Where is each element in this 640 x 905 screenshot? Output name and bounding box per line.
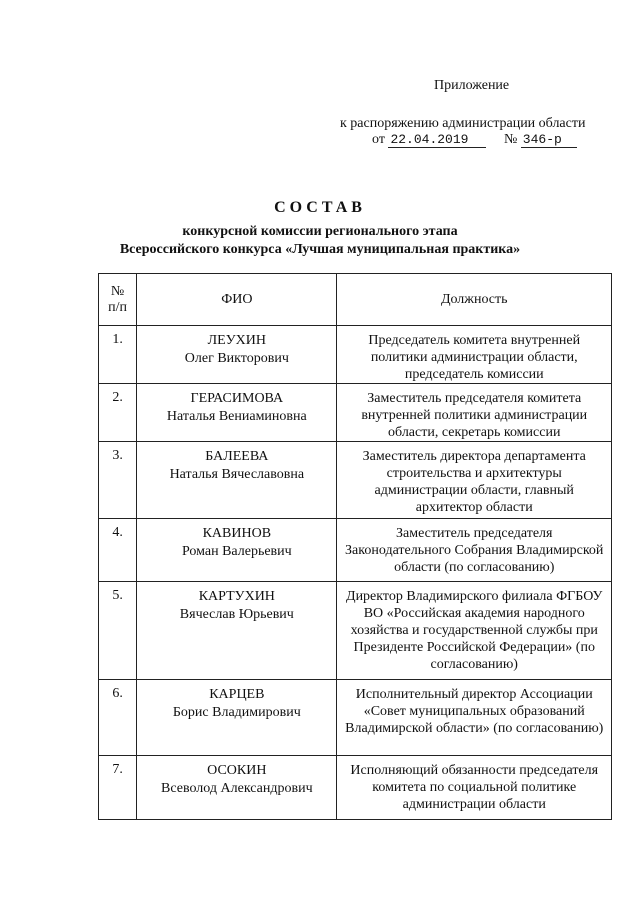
table-header-row: [99, 274, 612, 326]
member-name: Наталья Вячеславовна: [169, 467, 305, 482]
row-number: 4.: [99, 519, 137, 582]
subtitle-line-2: Всероссийского конкурса «Лучшая муниципальная практика»: [119, 242, 521, 257]
document-title: СОСТАВ: [274, 199, 366, 216]
member-name: Наталья Вениаминовна: [166, 409, 307, 424]
appendix-label: Приложение: [434, 78, 510, 93]
member-fio: [137, 326, 337, 384]
table-row: [99, 384, 612, 442]
member-position: Исполняющий обязанности председателя комитета по социальной политике администрации области: [337, 756, 612, 820]
member-surname: КАРТУХИН: [198, 589, 275, 604]
document-number: 346-р: [521, 132, 577, 148]
member-position: Исполнительный директор Ассоциации «Совет муниципальных образований Владимирской области» (по согласованию): [337, 680, 612, 756]
table-row: [99, 756, 612, 820]
member-name: Роман Валерьевич: [181, 544, 292, 559]
reference-line: к распоряжению администрации области: [340, 116, 586, 131]
row-number: 7.: [99, 756, 137, 820]
member-surname: ОСОКИН: [207, 763, 267, 778]
member-fio: [137, 756, 337, 820]
member-fio: [137, 384, 337, 442]
member-name: Борис Владимирович: [172, 705, 301, 720]
row-number: 1.: [99, 326, 137, 384]
subtitle-line-1: конкурсной комиссии регионального этапа: [182, 224, 458, 239]
table-row: [99, 519, 612, 582]
member-fio: [137, 582, 337, 680]
column-header-fio: ФИО: [137, 274, 337, 326]
table-row: [99, 442, 612, 519]
member-position: Заместитель председателя комитета внутренней политики администрации области, секретарь комиссии: [337, 384, 612, 442]
member-fio: [137, 519, 337, 582]
row-number: 6.: [99, 680, 137, 756]
row-number: 2.: [99, 384, 137, 442]
row-number: 5.: [99, 582, 137, 680]
table-row: [99, 680, 612, 756]
date-number-line: [372, 132, 577, 148]
column-header-number: № п/п: [99, 274, 137, 326]
member-surname: ГЕРАСИМОВА: [190, 391, 284, 406]
member-surname: КАРЦЕВ: [209, 687, 265, 702]
member-fio: [137, 680, 337, 756]
number-prefix: №: [503, 132, 518, 147]
member-position: Председатель комитета внутренней политики администрации области, председатель комиссии: [337, 326, 612, 384]
table-row: [99, 582, 612, 680]
row-number: 3.: [99, 442, 137, 519]
date-prefix: от: [372, 132, 385, 147]
member-position: Заместитель директора департамента строительства и архитектуры администрации области, главный архитектор области: [337, 442, 612, 519]
member-name: Вячеслав Юрьевич: [179, 607, 294, 622]
document-date: 22.04.2019: [388, 132, 486, 148]
member-surname: ЛЕУХИН: [207, 333, 266, 348]
member-name: Олег Викторович: [184, 351, 289, 366]
member-position: Заместитель председателя Законодательного Собрания Владимирской области (по согласованию): [337, 519, 612, 582]
commission-table: [98, 273, 612, 820]
column-header-position: Должность: [337, 274, 612, 326]
table-row: [99, 326, 612, 384]
member-position: Директор Владимирского филиала ФГБОУ ВО «Российская академия народного хозяйства и государственной службы при Президенте Российской Федерации» (по согласованию): [337, 582, 612, 680]
member-surname: БАЛЕЕВА: [205, 449, 269, 464]
member-fio: [137, 442, 337, 519]
member-name: Всеволод Александрович: [161, 781, 313, 796]
member-surname: КАВИНОВ: [202, 526, 272, 541]
